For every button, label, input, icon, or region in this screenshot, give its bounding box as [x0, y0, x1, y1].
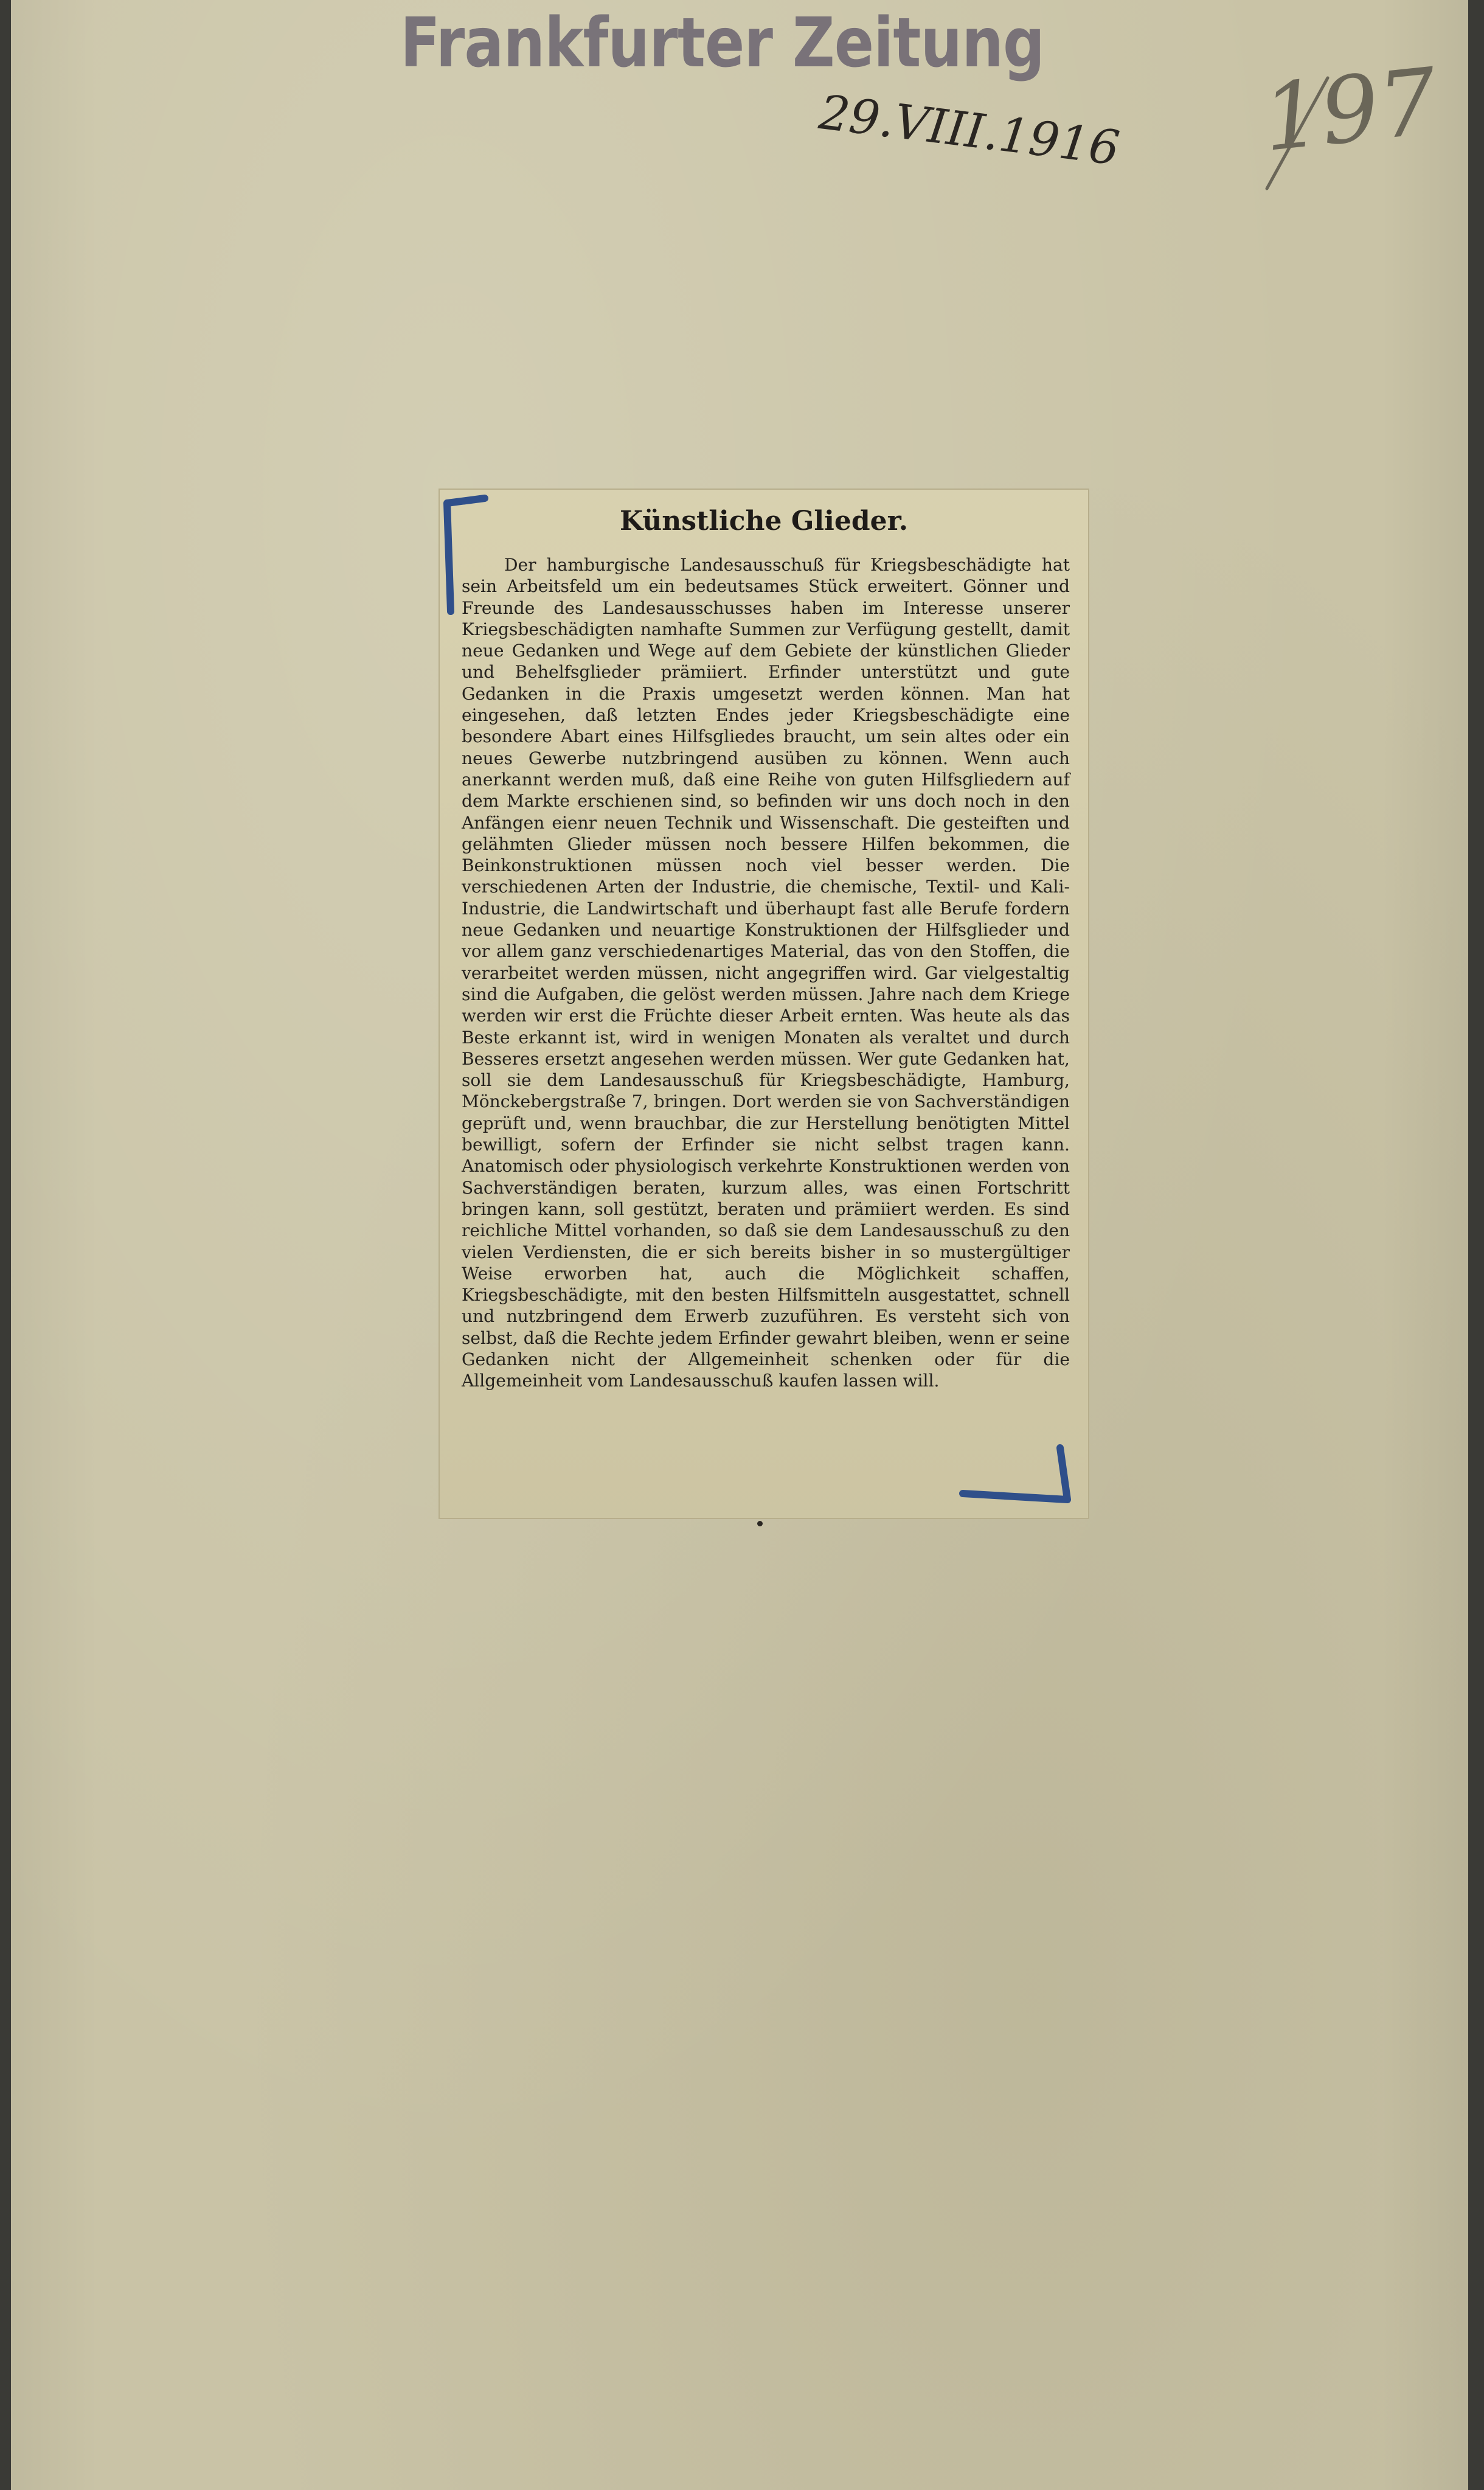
folio-pencil-stroke-icon: [1255, 73, 1340, 195]
archive-sheet: [11, 0, 1468, 2490]
ink-dot: [757, 1521, 763, 1526]
handwritten-date: 29.VIII.1916: [816, 85, 1123, 176]
article-title: Künstliche Glieder.: [619, 506, 909, 537]
article-body: Der hamburgische Landesausschuß für Kriegsbeschädigte hat sein Arbeitsfeld um ein bedeutsames Stück erweitert. Gönner und Freunde des Landesausschusses haben im Interesse unserer Kriegsbeschädigten namhafte Summen zur Verfügung gestellt, damit neue Gedanken und Wege auf dem Gebiete der künstlichen Glieder und Behelfsglieder prämiiert. Erfinder unterstützt und gute Gedanken in die Praxis umgesetzt werden können. Man hat eingesehen, daß letzten Endes jeder Kriegsbeschädigte eine besondere Abart eines Hilfsgliedes braucht, um sein altes oder ein neues Gewerbe nutzbringend ausüben zu können. Wenn auch anerkannt werden muß, daß eine Reihe von guten Hilfsgliedern auf dem Markte erschienen sind, so befinden wir uns doch noch in den Anfängen eienr neuen Technik und Wissenschaft. Die gesteiften und gelähmten Glieder müssen noch bessere Hilfen bekommen, die Beinkonstruktionen müssen noch viel besser werden. Die verschiedenen Arten der Industrie, die chemische, Textil- und Kali-Industrie, die Landwirtschaft und überhaupt fast alle Berufe fordern neue Gedanken und neuartige Konstruktionen der Hilfsglieder und vor allem ganz verschiedenartiges Material, das von den Stoffen, die verarbeitet werden müssen, nicht angegriffen wird. Gar vielgestaltig sind die Aufgaben, die gelöst werden müssen. Jahre nach dem Kriege werden wir erst die Früchte dieser Arbeit ernten. Was heute als das Beste erkannt ist, wird in wenigen Monaten als veraltet und durch Besseres ersetzt angesehen werden müssen. Wer gute Gedanken hat, soll sie dem Landesausschuß für Kriegsbeschädigte, Hamburg, Mönckebergstraße 7, bringen. Dort werden sie von Sachverständigen geprüft und, wenn brauchbar, die zur Herstellung benötigten Mittel bewilligt, sofern der Erfinder sie nicht selbst tragen kann. Anatomisch oder physiologisch verkehrte Konstruktionen werden von Sachverständigen beraten, kurzum alles, was einen Fortschritt bringen kann, soll gestützt, beraten und prämiiert werden. Es sind reichliche Mittel vorhanden, so daß sie dem Landesausschuß zu den vielen Verdiensten, die er sich bereits bisher in so mustergültiger Weise erworben hat, auch die Möglichkeit schaffen, Kriegsbeschädigte, mit den besten Hilfsmitteln ausgestattet, schnell und nutzbringend dem Erwerb zuzuführen. Es versteht sich von selbst, daß die Rechte jedem Erfinder gewahrt bleiben, wenn er seine Gedanken nicht der Allgemeinheit schenken oder für die Allgemeinheit vom Landesausschuß kaufen lassen will.: [462, 555, 1070, 1391]
newspaper-clipping: [440, 490, 1088, 1518]
newspaper-stamp: Frankfurter Zeitung: [400, 4, 1045, 83]
folio-number: 197: [1258, 49, 1442, 173]
